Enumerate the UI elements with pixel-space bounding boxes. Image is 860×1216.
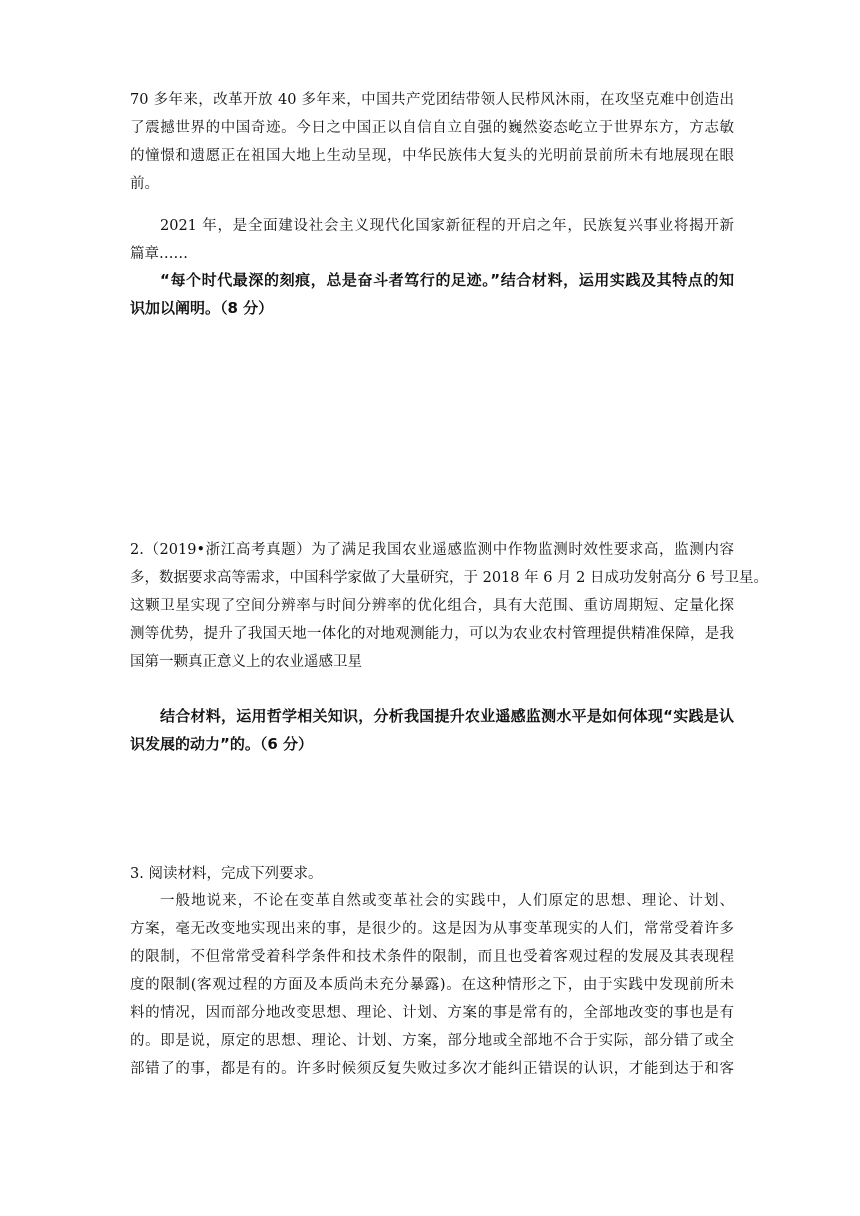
text-line: 的憧憬和遗愿正在祖国大地上生动呈现，中华民族伟大复头的光明前景前所未有地展现在眼: [130, 148, 734, 164]
text-line: 2.（2019•浙江高考真题）为了满足我国农业遥感监测中作物监测时效性要求高，监测内容: [130, 542, 734, 558]
text-line: 2021 年，是全面建设社会主义现代化国家新征程的开启之年，民族复兴事业将揭开新: [160, 218, 734, 234]
text-line: 70 多年来，改革开放 40 多年来，中国共产党团结带领人民栉风沐雨，在攻坚克难中创造出: [130, 92, 734, 108]
text-line: 前。: [130, 176, 159, 192]
text-line: 一般地说来，不论在变革自然或变革社会的实践中，人们原定的思想、理论、计划、: [160, 893, 734, 909]
q3-heading: [130, 860, 734, 888]
text-line: 3. 阅读材料，完成下列要求。: [130, 866, 323, 882]
q2-question: [130, 702, 734, 758]
text-line: 的限制，不但常常受着科学条件和技术条件的限制，而且也受着客观过程的发展及其表现程: [130, 949, 734, 965]
text-line: 识发展的动力”的。（6 分）: [130, 735, 314, 753]
text-line: 方案，毫无改变地实现出来的事，是很少的。这是因为从事变革现实的人们，常常受着许多: [130, 921, 734, 937]
text-line: 了震撼世界的中国奇迹。今日之中国正以自信自立自强的巍然姿态屹立于世界东方，方志敏: [130, 120, 734, 136]
text-line: 测等优势，提升了我国天地一体化的对地观测能力，可以为农业农村管理提供精准保障，是我: [130, 626, 734, 642]
text-line: 结合材料，运用哲学相关知识，分析我国提升农业遥感监测水平是如何体现“实践是认: [160, 707, 734, 725]
text-line: “每个时代最深的刻痕，总是奋斗者笃行的足迹。”结合材料，运用实践及其特点的知: [160, 271, 734, 289]
text-line: 国第一颗真正意义上的农业遥感卫星: [130, 654, 362, 670]
q1-paragraph-1: [130, 86, 734, 198]
q1-paragraph-2: [130, 212, 734, 268]
text-line: 料的情况，因而部分地改变思想、理论、计划、方案的事是常有的，全部地改变的事也是有: [130, 1005, 734, 1021]
text-line: 多，数据要求高等需求，中国科学家做了大量研究，于 2018 年 6 月 2 日成功发射高分 6 号卫星。: [130, 570, 768, 586]
text-line: 度的限制(客观过程的方面及本质尚未充分暴露)。在这种情形之下，由于实践中发现前所未: [130, 977, 734, 993]
text-line: 这颗卫星实现了空间分辨率与时间分辨率的优化组合，具有大范围、重访周期短、定量化探: [130, 598, 734, 614]
text-line: 识加以阐明。（8 分）: [130, 299, 274, 317]
q1-question: [130, 266, 734, 322]
text-line: 的。即是说，原定的思想、理论、计划、方案，部分地或全部地不合于实际，部分错了或全: [130, 1033, 734, 1049]
text-line: 篇章……: [130, 246, 188, 262]
q3-paragraph: [130, 887, 734, 1083]
text-line: 部错了的事，都是有的。许多时候须反复失败过多次才能纠正错误的认识，才能到达于和客: [130, 1061, 734, 1077]
q2-paragraph: [130, 536, 768, 676]
